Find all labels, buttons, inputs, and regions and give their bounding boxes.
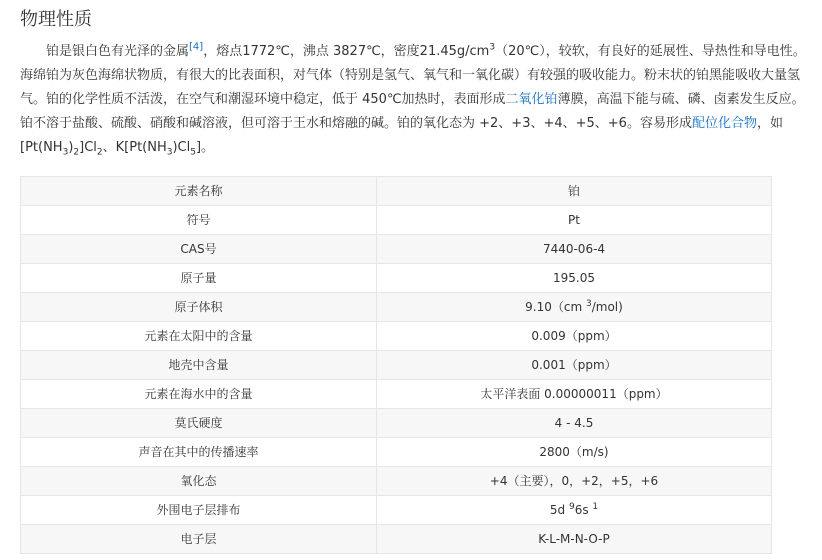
property-value: K-L-M-N-O-P xyxy=(377,525,772,554)
property-name: 氧化态 xyxy=(21,467,377,496)
table-row xyxy=(21,206,772,235)
table-row xyxy=(21,409,772,438)
para-text: ，熔点1772℃，沸点 3827℃，密度21.45g/cm xyxy=(203,44,490,59)
para-text: ]。 xyxy=(195,140,215,155)
value-text: 9.10（cm xyxy=(525,300,586,314)
subscript: 3 xyxy=(62,147,69,158)
subscript: 2 xyxy=(73,147,80,158)
table-row xyxy=(21,264,772,293)
property-value: 铂 xyxy=(377,177,772,206)
property-name: 元素在海水中的含量 xyxy=(21,380,377,409)
value-text: /mol) xyxy=(591,300,623,314)
property-name: 声音在其中的传播速率 xyxy=(21,438,377,467)
para-text: 薄膜，高温下能与硫、磷、卤素发生反应。铂不溶于盐酸、硫酸、硝酸和碱溶液，但可溶于王水和熔融的碱。铂的氧化态为 +2、+3、+4、+5、+6。容易形成 xyxy=(20,92,805,131)
table-row xyxy=(21,322,772,351)
table-row xyxy=(21,525,772,554)
property-name: CAS号 xyxy=(21,235,377,264)
para-text: ]Cl xyxy=(79,140,97,155)
property-value: 195.05 xyxy=(377,264,772,293)
para-text: ，如[Pt(NH xyxy=(20,116,783,155)
subscript: 2 xyxy=(96,147,103,158)
property-value: 0.001（ppm） xyxy=(377,351,772,380)
table-row xyxy=(21,496,772,525)
table-row xyxy=(21,293,772,322)
property-value: Pt xyxy=(377,206,772,235)
physical-properties-paragraph xyxy=(20,40,814,160)
table-row xyxy=(21,380,772,409)
table-row xyxy=(21,438,772,467)
property-name: 莫氏硬度 xyxy=(21,409,377,438)
table-row xyxy=(21,351,772,380)
property-value: 7440-06-4 xyxy=(377,235,772,264)
property-name: 元素名称 xyxy=(21,177,377,206)
property-value: 2800（m/s) xyxy=(377,438,772,467)
property-value xyxy=(377,496,772,525)
value-text: 6s xyxy=(574,503,593,517)
para-text: )Cl xyxy=(172,140,191,155)
link-coordination-compound[interactable]: 配位化合物 xyxy=(691,116,757,131)
property-name: 电子层 xyxy=(21,525,377,554)
superscript: 1 xyxy=(592,502,599,512)
link-platinum-dioxide[interactable]: 二氧化铂 xyxy=(505,92,558,107)
para-text: ) xyxy=(68,140,74,155)
property-value: +4（主要），0，+2，+5，+6 xyxy=(377,467,772,496)
property-name: 元素在太阳中的含量 xyxy=(21,322,377,351)
para-text: 铂是银白色有光泽的金属 xyxy=(46,44,190,59)
table-row xyxy=(21,235,772,264)
reference-link[interactable]: [4] xyxy=(189,41,204,53)
subscript: 3 xyxy=(166,147,173,158)
para-text: 、K[Pt(NH xyxy=(102,140,167,155)
table-row xyxy=(21,177,772,206)
property-name: 地壳中含量 xyxy=(21,351,377,380)
property-value xyxy=(377,293,772,322)
superscript: 9 xyxy=(568,502,575,512)
property-value: 太平洋表面 0.00000011（ppm） xyxy=(377,380,772,409)
property-name: 外围电子层排布 xyxy=(21,496,377,525)
property-name: 原子体积 xyxy=(21,293,377,322)
subscript: 5 xyxy=(190,147,196,158)
properties-table xyxy=(20,176,772,554)
superscript: 3 xyxy=(489,42,496,53)
table-row xyxy=(21,467,772,496)
section-title: 物理性质 xyxy=(20,9,92,30)
property-name: 符号 xyxy=(21,206,377,235)
property-name: 原子量 xyxy=(21,264,377,293)
value-text: 5d xyxy=(549,503,569,517)
para-text: （20℃），较软，有良好的延展性、导热性和导电性。海绵铂为灰色海绵状物质，有很大的比表面积，对气体（特别是氢气、氧气和一氧化碳）有较强的吸收能力。粉末状的铂黑能吸收大量氢气。铂的化学性质不活泼，在空气和潮湿环境中稳定，低于 450℃加热时，表面形成 xyxy=(20,44,806,107)
superscript: 3 xyxy=(586,299,592,309)
property-value: 0.009（ppm） xyxy=(377,322,772,351)
property-value: 4 - 4.5 xyxy=(377,409,772,438)
